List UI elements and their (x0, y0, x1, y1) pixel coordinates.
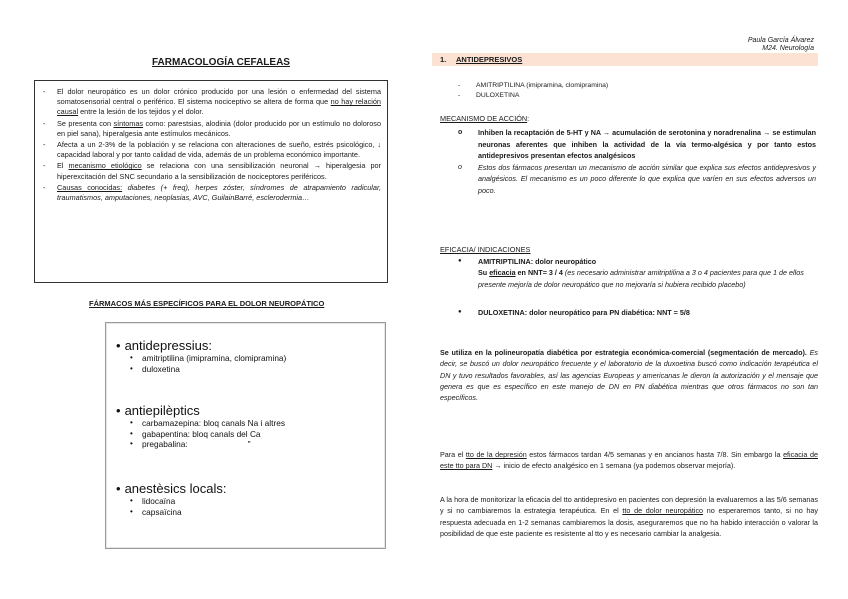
slide-item: • pregabalina: " (116, 439, 285, 450)
drugs-subtitle: FÁRMACOS MÁS ESPECÍFICOS PARA EL DOLOR NEUROPÁTICO (89, 299, 325, 308)
intro-item-causes: - Causas conocidas: diabetes (+ freq), herpes zóster, síndromes de atrapamiento radicular, traumatismos, amputaciones, neoplasias, AVC, GuilainBarré, esclerodermia… (41, 183, 381, 203)
slide-item: • duloxetina (116, 364, 286, 375)
course-name: M24. Neurología (762, 45, 814, 52)
section-heading: 1. ANTIDEPRESIVOS (440, 55, 523, 64)
efficacy-heading: EFICACIA/ INDICACIONES (440, 245, 531, 254)
author-name: Paula García Álvarez (747, 37, 814, 44)
intro-item-definition: - El dolor neuropático es un dolor crónico producido por una lesión o enfermedad del sistema somatosensorial central o periférico. El sistema nociceptivo se altera de forma que no hay relación causal entre la lesión de los tejidos y el dolor. (41, 87, 381, 118)
efficacy-amitriptilina: ● AMITRIPTILINA: dolor neuropático (456, 256, 816, 267)
slide-item: • lidocaïna (116, 496, 226, 507)
page-title: FARMACOLOGÍA CEFALEAS (152, 57, 290, 68)
drug-list (456, 81, 608, 101)
efficacy-duloxetina: ● DULOXETINA: dolor neuropático para PN diabética: NNT = 5/8 (456, 307, 816, 318)
efficacy-list (456, 256, 816, 319)
mechanism-list (456, 127, 816, 197)
slide-item: • capsaïcina (116, 507, 226, 518)
drug-item: - DULOXETINA (456, 91, 608, 101)
ditto-mark: " (247, 439, 251, 449)
slide-item: • gabapentina: bloq canals del Ca (116, 429, 285, 440)
efficacy-amitriptilina-detail: Su eficacia en NNT= 3 / 4 (es necesario administrar amitriptilina a 3 o 4 pacientes para que 1 de ellos presente mejoría de dolor neuropático que no mejoraría si hubiera recibido placebo) (478, 268, 804, 289)
mechanism-item: o Estos dos fármacos presentan un mecanismo de acción similar que explica sus efectos antidepresivos y analgésicos. El mecanismo es un poco diferente lo que explica que varíen en sus efectos adversos un poco. (456, 162, 816, 197)
mechanism-heading: MECANISMO DE ACCIÓN: (440, 114, 530, 123)
paragraph-monitoring: A la hora de monitorizar la eficacia del tto antidepresivo en pacientes con depresión la evaluaremos a las 5/6 semanas y si no cambiaremos la estrategia terapéutica. En el tto de dolor neuropático no esperaremos tanto, si no hay respuesta adecuada en 1-2 semanas cambiaremos la dosis, aseguraremos que no ha habido interacción o valorar la posibilidad de que este paciente es resistente al tto y es necesario cambiar la analgesia. (440, 495, 818, 538)
intro-item-mechanism: - El mecanismo etiológico se relaciona con una sensibilización neuronal → hiperalgesia por hiperexcitación del SNC secundario a la sensibilización de nociceptores periféricos. (41, 161, 381, 181)
paragraph-treatment-timing: Para el tto de la depresión estos fármacos tardan 4/5 semanas y en ancianos hasta 7/8. Sin embargo la eficacia de este tto para DN → inicio de efecto analgésico en 1 semana (ya podemos observar mejoría). (440, 450, 818, 471)
drug-slide-image (105, 322, 386, 549)
drug-item: - AMITRIPTILINA (imipramina, clomipramina) (456, 81, 608, 91)
slide-item: • amitriptilina (imipramina, clomipramina) (116, 353, 286, 364)
intro-item-prevalence: - Afecta a un 2-3% de la población y se relaciona con alteraciones de sueño, estrés psicológico, ↓ capacidad laboral y por tanto calidad de vida, además de un problema económico importante. (41, 140, 381, 160)
paragraph-diabetic-strategy: Se utiliza en la polineuropatía diabética por estrategia económica-comercial (segmentación de mercado). Es decir, se buscó un dolor neuropático frecuente y el laboratorio de la duxoetina buscó como indicación terapéutica el DN y tuvo resultados favorables, así las agencias Europeas y americanas le dieron la autorización y el mensaje que genera es que es específico en este manejo de DN en PN diabética mientras que otros fármacos no son tan específicos. (440, 348, 818, 403)
slide-item: • carbamazepina: bloq canals Na i altres (116, 418, 285, 429)
slide-group-antiepileptics: • antiepilèptics • carbamazepina: bloq canals Na i altres • gabapentina: bloq canals del Ca • pregabalina: " (116, 403, 285, 450)
slide-group-antidepressants: • antidepressius: • amitriptilina (imipramina, clomipramina) • duloxetina (116, 338, 286, 374)
mechanism-item: o Inhiben la recaptación de 5-HT y NA → acumulación de serotonina y noradrenalina → se estimulan neuronas aferentes que inhiben la actividad de la vía termo-algésica y por tanto estos antidepresivos presentan efectos analgésicos (456, 127, 816, 162)
author-header (748, 37, 814, 53)
intro-item-symptoms: - Se presenta con síntomas como: parestsias, alodinia (dolor producido por un estímulo no doloroso en piel sana), hiperalgesia ante estímulos mecánicos. (41, 119, 381, 139)
intro-box (34, 80, 388, 283)
slide-group-local-anesthetics: • anestèsics locals: • lidocaïna • capsaïcina (116, 481, 226, 517)
